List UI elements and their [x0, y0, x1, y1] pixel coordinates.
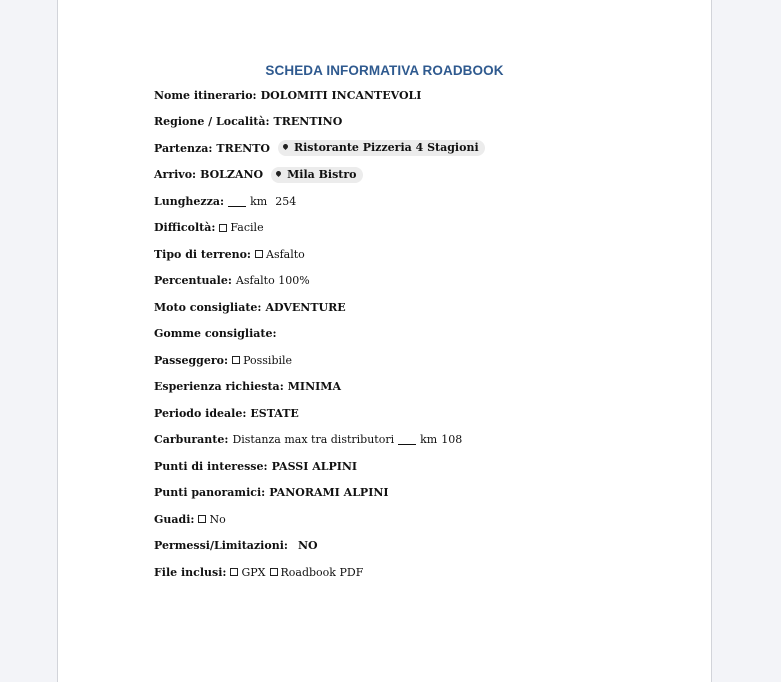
file-pdf-option: Roadbook PDF: [280, 565, 364, 579]
carburante-blank: [398, 434, 416, 445]
periodo-value: ESTATE: [250, 406, 299, 420]
row-passeggero: [154, 347, 674, 374]
row-partenza: [154, 135, 674, 162]
arrivo-place-label: Mila Bistro: [287, 167, 357, 181]
arrivo-value: BOLZANO: [200, 168, 264, 182]
file-label: File inclusi:: [154, 565, 227, 579]
lunghezza-blank: [228, 196, 246, 207]
partenza-label: Partenza:: [154, 141, 213, 155]
file-gpx-checkbox[interactable]: [230, 568, 238, 576]
passeggero-label: Passeggero:: [154, 353, 229, 367]
row-gomme: [154, 321, 674, 348]
carburante-text: Distanza max tra distributori: [232, 433, 395, 447]
moto-value: ADVENTURE: [265, 300, 346, 314]
row-lunghezza: [154, 188, 674, 215]
row-nome-itinerario: [154, 82, 674, 109]
interesse-label: Punti di interesse:: [154, 459, 268, 473]
file-gpx-option: GPX: [241, 565, 266, 579]
carburante-label: Carburante:: [154, 433, 229, 447]
percentuale-label: Percentuale:: [154, 274, 232, 288]
periodo-label: Periodo ideale:: [154, 406, 247, 420]
carburante-unit: km: [420, 433, 438, 447]
row-regione: [154, 109, 674, 136]
row-file-inclusi: [154, 559, 674, 586]
regione-value: TRENTINO: [273, 115, 343, 129]
row-periodo: [154, 400, 674, 427]
row-guadi: [154, 506, 674, 533]
difficolta-checkbox[interactable]: [219, 224, 227, 232]
difficolta-label: Difficoltà:: [154, 221, 216, 235]
row-esperienza: [154, 374, 674, 401]
document-title: SCHEDA INFORMATIVA ROADBOOK: [265, 63, 504, 78]
permessi-value: NO: [297, 539, 318, 553]
document-page: [57, 0, 712, 682]
row-permessi: [154, 533, 674, 560]
percentuale-value: Asfalto 100%: [235, 274, 310, 288]
row-interesse: [154, 453, 674, 480]
guadi-label: Guadi:: [154, 512, 195, 526]
moto-label: Moto consigliate:: [154, 300, 262, 314]
file-pdf-checkbox[interactable]: [270, 568, 278, 576]
nome-label: Nome itinerario:: [154, 88, 257, 102]
panoramici-label: Punti panoramici:: [154, 486, 266, 500]
arrivo-place-chip[interactable]: [271, 167, 362, 183]
esperienza-label: Esperienza richiesta:: [154, 380, 284, 394]
row-difficolta: [154, 215, 674, 242]
row-arrivo: [154, 162, 674, 189]
row-panoramici: [154, 480, 674, 507]
passeggero-checkbox[interactable]: [232, 356, 240, 364]
regione-label: Regione / Località:: [154, 115, 270, 129]
terreno-checkbox[interactable]: [255, 250, 263, 258]
terreno-option: Asfalto: [266, 247, 305, 261]
nome-value: DOLOMITI INCANTEVOLI: [260, 88, 422, 102]
map-pin-icon: [282, 143, 289, 150]
arrivo-label: Arrivo:: [154, 168, 197, 182]
row-terreno: [154, 241, 674, 268]
panoramici-value: PANORAMI ALPINI: [269, 486, 389, 500]
permessi-label: Permessi/Limitazioni:: [154, 539, 288, 553]
gomme-label: Gomme consigliate:: [154, 327, 277, 341]
partenza-place-label: Ristorante Pizzeria 4 Stagioni: [293, 141, 479, 155]
esperienza-value: MINIMA: [287, 380, 341, 394]
interesse-value: PASSI ALPINI: [271, 459, 358, 473]
row-moto: [154, 294, 674, 321]
lunghezza-label: Lunghezza:: [154, 194, 225, 208]
passeggero-option: Possibile: [243, 353, 293, 367]
guadi-option: No: [209, 512, 226, 526]
lunghezza-unit: km: [250, 194, 268, 208]
document-body: [154, 82, 674, 586]
lunghezza-value: 254: [275, 194, 297, 208]
map-pin-icon: [275, 170, 282, 177]
terreno-label: Tipo di terreno:: [154, 247, 251, 261]
difficolta-option: Facile: [230, 221, 264, 235]
row-carburante: [154, 427, 674, 454]
partenza-place-chip[interactable]: [278, 140, 485, 156]
guadi-checkbox[interactable]: [198, 515, 206, 523]
carburante-value: 108: [441, 433, 463, 447]
row-percentuale: [154, 268, 674, 295]
partenza-value: TRENTO: [216, 141, 270, 155]
